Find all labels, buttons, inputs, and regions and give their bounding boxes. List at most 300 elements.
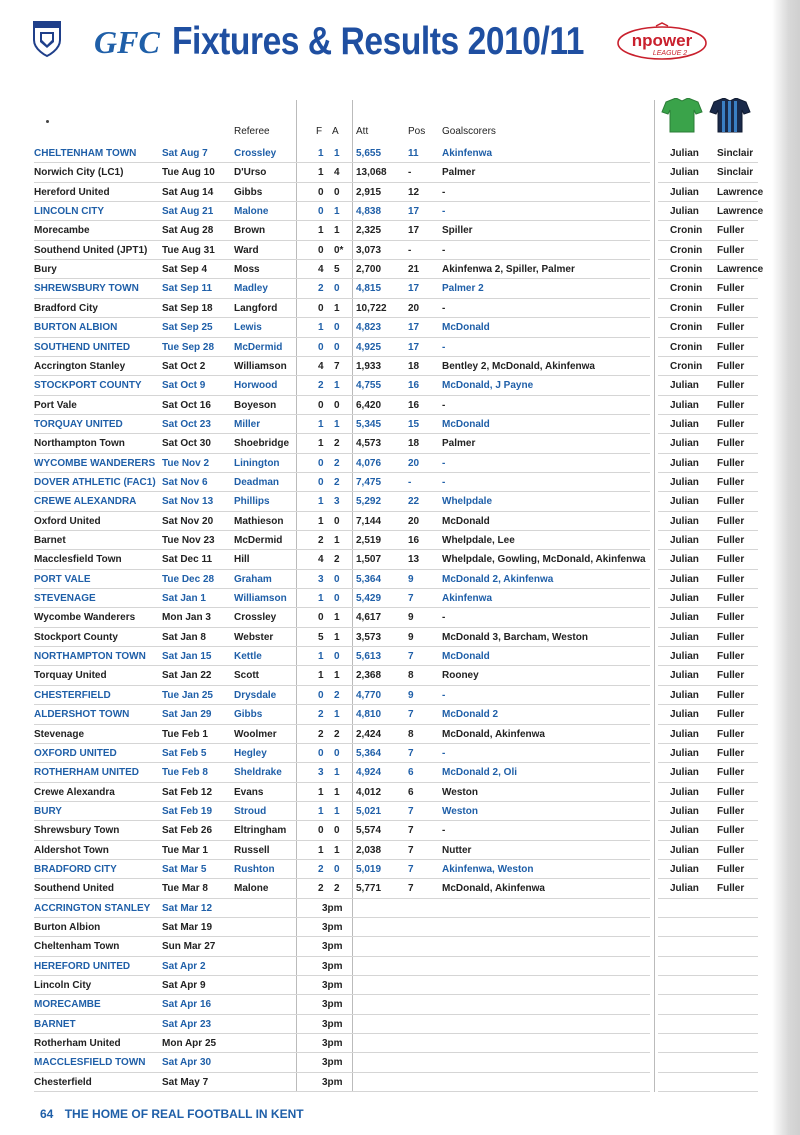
match-date: Sat Dec 11 — [162, 554, 213, 566]
opponent: ROTHERHAM UNITED — [34, 767, 139, 779]
goalscorers: McDonald — [442, 651, 490, 663]
opponent: OXFORD UNITED — [34, 747, 117, 759]
bullet-mark — [46, 120, 49, 123]
kit-sponsor-1: Julian — [670, 457, 699, 469]
referee: Hill — [234, 554, 250, 566]
result-row — [0, 357, 800, 376]
opponent: Bradford City — [34, 302, 98, 314]
goals-for: 3 — [318, 573, 324, 585]
kick-off-time: 3pm — [322, 922, 343, 933]
fixture-row — [0, 937, 800, 956]
opponent: Macclesfield Town — [34, 554, 122, 566]
goals-against: 0 — [334, 825, 340, 837]
goalscorers: Akinfenwa, Weston — [442, 863, 534, 875]
result-row — [0, 202, 800, 221]
goalscorers: Weston — [442, 805, 478, 817]
referee: Eltringham — [234, 825, 287, 837]
kit-sponsor-2: Lawrence — [717, 186, 764, 198]
goals-for: 2 — [318, 883, 324, 895]
match-date: Sat May 7 — [162, 1076, 209, 1088]
result-row — [0, 473, 800, 492]
goalscorers: McDonald, Akinfenwa — [442, 728, 545, 740]
kit-sponsor-2: Fuller — [717, 631, 745, 643]
goals-for: 1 — [318, 167, 324, 179]
league-position: 7 — [408, 593, 414, 605]
kit-sponsor-2: Fuller — [717, 747, 745, 759]
kit-sponsor-2: Fuller — [717, 651, 745, 663]
goals-against: 0 — [334, 322, 340, 334]
opponent: WYCOMBE WANDERERS — [34, 457, 156, 469]
goals-for: 0 — [318, 186, 324, 198]
league-position: 7 — [408, 747, 414, 759]
kit-sponsor-1: Julian — [670, 148, 699, 159]
referee: Scott — [234, 670, 259, 682]
match-date: Tue Feb 1 — [162, 728, 208, 740]
kit-sponsor-2: Fuller — [717, 612, 745, 624]
goals-against: 0 — [334, 863, 340, 875]
match-date: Tue Mar 8 — [162, 883, 208, 895]
attendance: 4,755 — [356, 380, 382, 392]
kit-sponsor-1: Julian — [670, 709, 699, 721]
goalscorers: McDonald — [442, 322, 490, 334]
kick-off-time: 3pm — [322, 1076, 343, 1088]
opponent: Oxford United — [34, 515, 101, 527]
kit-sponsor-2: Fuller — [717, 457, 745, 469]
goals-against: 1 — [334, 709, 340, 721]
kit-sponsor-2: Fuller — [717, 380, 745, 392]
opponent: CREWE ALEXANDRA — [34, 496, 137, 508]
opponent: Aldershot Town — [34, 844, 109, 856]
goals-against: 1 — [334, 225, 340, 237]
kit-sponsor-1: Julian — [670, 418, 699, 430]
match-date: Sat Apr 23 — [162, 1018, 212, 1030]
referee: Ward — [234, 244, 259, 256]
result-row — [0, 183, 800, 202]
match-date: Sat Oct 9 — [162, 380, 206, 392]
goals-for: 1 — [318, 418, 324, 430]
goalscorers: Akinfenwa — [442, 593, 493, 605]
result-row — [0, 550, 800, 569]
goalscorers: - — [442, 302, 446, 314]
attendance: 5,364 — [356, 573, 382, 585]
kick-off-time: 3pm — [322, 1018, 343, 1030]
result-row — [0, 492, 800, 511]
match-date: Sat Sep 11 — [162, 283, 213, 295]
kit-sponsor-2: Fuller — [717, 573, 745, 585]
attendance: 6,420 — [356, 399, 382, 411]
league-position: 18 — [408, 360, 420, 372]
attendance: 4,770 — [356, 689, 382, 701]
kit-sponsor-1: Julian — [670, 844, 699, 856]
kit-sponsor-2: Fuller — [717, 322, 745, 334]
attendance: 4,815 — [356, 283, 382, 295]
goals-for: 0 — [318, 689, 324, 701]
result-row — [0, 454, 800, 473]
match-date: Sat Oct 30 — [162, 438, 211, 450]
result-row — [0, 608, 800, 627]
goalscorers: McDonald 2, Akinfenwa — [442, 573, 554, 585]
league-position: - — [408, 167, 412, 179]
kit-sponsor-1: Julian — [670, 883, 699, 895]
league-position: 17 — [408, 341, 420, 353]
opponent: Barnet — [34, 535, 66, 546]
goalscorers: McDonald 2 — [442, 709, 499, 721]
result-row — [0, 860, 800, 879]
goalscorers: - — [442, 341, 446, 353]
kit-sponsor-2: Fuller — [717, 554, 745, 566]
kit-sponsor-2: Fuller — [717, 496, 745, 508]
col-att: Att — [356, 126, 369, 137]
kit-sponsor-2: Fuller — [717, 825, 745, 837]
match-date: Tue Sep 28 — [162, 341, 215, 353]
opponent: Stockport County — [34, 631, 118, 643]
opponent: Chesterfield — [34, 1076, 92, 1088]
kit-sponsor-2: Fuller — [717, 863, 745, 875]
goals-against: 0 — [334, 747, 340, 759]
goals-against: 0 — [334, 651, 340, 663]
goals-for: 0 — [318, 476, 324, 488]
goals-for: 1 — [318, 148, 324, 159]
opponent: Wycombe Wanderers — [34, 612, 136, 624]
match-date: Sat Feb 5 — [162, 747, 207, 759]
kit-sponsor-2: Fuller — [717, 844, 745, 856]
goals-against: 0 — [334, 593, 340, 605]
goals-for: 2 — [318, 535, 324, 546]
goals-for: 2 — [318, 709, 324, 721]
referee: Crossley — [234, 612, 277, 624]
opponent: HEREFORD UNITED — [34, 960, 131, 972]
goalscorers: - — [442, 747, 446, 759]
kit-sponsor-1: Julian — [670, 593, 699, 605]
kit-sponsor-1: Julian — [670, 167, 699, 179]
page-edge-shadow — [772, 0, 800, 1135]
goalscorers: Spiller — [442, 225, 473, 237]
kit-sponsor-2: Fuller — [717, 438, 745, 450]
kit-sponsor-1: Cronin — [670, 225, 703, 237]
attendance: 5,021 — [356, 805, 382, 817]
match-date: Sat Oct 16 — [162, 399, 211, 411]
league-position: 8 — [408, 670, 414, 682]
kit-shirts-icon — [660, 98, 756, 134]
league-position: 9 — [408, 631, 414, 643]
goals-against: 0 — [334, 186, 340, 198]
kit-sponsor-1: Julian — [670, 438, 699, 450]
match-date: Sat Sep 18 — [162, 302, 213, 314]
opponent: Port Vale — [34, 399, 77, 411]
goalscorers: Whelpdale, Gowling, McDonald, Akinfenwa — [442, 554, 646, 566]
goals-against: 2 — [334, 689, 340, 701]
goals-for: 2 — [318, 863, 324, 875]
referee: Drysdale — [234, 689, 277, 701]
result-row — [0, 744, 800, 763]
attendance: 2,038 — [356, 844, 382, 856]
page-header — [0, 0, 800, 90]
opponent: Southend United — [34, 883, 114, 895]
result-row — [0, 163, 800, 182]
opponent: Lincoln City — [34, 980, 92, 992]
opponent: Southend United (JPT1) — [34, 244, 148, 256]
goals-for: 0 — [318, 341, 324, 353]
goalscorers: Palmer 2 — [442, 283, 484, 295]
referee: Sheldrake — [234, 767, 282, 779]
match-date: Sat Oct 2 — [162, 360, 206, 372]
kit-sponsor-1: Julian — [670, 399, 699, 411]
opponent: Torquay United — [34, 670, 107, 682]
goals-for: 1 — [318, 496, 324, 508]
kit-sponsor-1: Julian — [670, 515, 699, 527]
opponent: Burton Albion — [34, 922, 101, 933]
fixture-row — [0, 1073, 800, 1092]
kit-sponsor-2: Fuller — [717, 515, 745, 527]
gfc-logo-icon — [92, 20, 162, 62]
kit-sponsor-2: Sinclair — [717, 167, 754, 179]
goals-for: 0 — [318, 399, 324, 411]
opponent: ACCRINGTON STANLEY — [34, 902, 151, 914]
match-date: Sat Feb 12 — [162, 786, 213, 798]
goals-for: 0 — [318, 747, 324, 759]
goals-against: 4 — [334, 167, 340, 179]
match-date: Sat Apr 16 — [162, 999, 212, 1011]
kit-sponsor-1: Julian — [670, 786, 699, 798]
kit-sponsor-1: Julian — [670, 380, 699, 392]
goals-against: 0 — [334, 283, 340, 295]
goals-for: 2 — [318, 283, 324, 295]
kit-sponsor-2: Fuller — [717, 728, 745, 740]
outfield-shirt-icon — [710, 98, 750, 132]
result-row — [0, 318, 800, 337]
goalscorers: - — [442, 206, 446, 218]
kit-sponsor-1: Julian — [670, 186, 699, 198]
kit-sponsor-1: Julian — [670, 651, 699, 663]
match-date: Sat Jan 8 — [162, 631, 206, 643]
opponent: Bury — [34, 264, 57, 276]
attendance: 5,574 — [356, 825, 382, 837]
attendance: 5,019 — [356, 863, 382, 875]
match-date: Sat Feb 19 — [162, 805, 213, 817]
result-row — [0, 666, 800, 685]
result-row — [0, 221, 800, 240]
opponent: LINCOLN CITY — [34, 206, 104, 218]
referee: McDermid — [234, 341, 283, 353]
fixture-row — [0, 899, 800, 918]
goals-against: 2 — [334, 554, 340, 566]
referee: Gibbs — [234, 186, 263, 198]
match-date: Tue Nov 23 — [162, 535, 215, 546]
goals-against: 1 — [334, 148, 340, 159]
match-date: Mon Apr 25 — [162, 1038, 217, 1050]
referee: Williamson — [234, 593, 287, 605]
kick-off-time: 3pm — [322, 941, 343, 953]
league-position: 17 — [408, 283, 420, 295]
result-row — [0, 570, 800, 589]
match-date: Mon Jan 3 — [162, 612, 211, 624]
kit-sponsor-2: Lawrence — [717, 264, 764, 276]
goals-against: 1 — [334, 805, 340, 817]
league-position: 22 — [408, 496, 420, 508]
col-f: F — [316, 126, 323, 137]
attendance: 3,073 — [356, 244, 382, 256]
referee: Russell — [234, 844, 270, 856]
attendance: 2,368 — [356, 670, 382, 682]
goals-against: 1 — [334, 631, 340, 643]
league-position: 6 — [408, 767, 414, 779]
kit-sponsor-1: Julian — [670, 573, 699, 585]
league-position: 20 — [408, 457, 420, 469]
league-position: 16 — [408, 535, 420, 546]
league-position: 17 — [408, 225, 420, 237]
attendance: 4,012 — [356, 786, 382, 798]
goals-for: 4 — [318, 360, 324, 372]
league-position: 16 — [408, 399, 420, 411]
goalscorers: McDonald 3, Barcham, Weston — [442, 631, 588, 643]
goals-against: 1 — [334, 206, 340, 218]
kit-sponsor-1: Cronin — [670, 302, 703, 314]
attendance: 5,771 — [356, 883, 382, 895]
referee: Phillips — [234, 496, 270, 508]
result-row — [0, 802, 800, 821]
kick-off-time: 3pm — [322, 999, 343, 1011]
goalscorers: McDonald — [442, 418, 490, 430]
attendance: 5,655 — [356, 148, 382, 159]
page-footer — [40, 1107, 304, 1121]
kit-sponsor-1: Julian — [670, 728, 699, 740]
league-position: 7 — [408, 805, 414, 817]
match-date: Sat Aug 28 — [162, 225, 214, 237]
goals-for: 1 — [318, 805, 324, 817]
attendance: 4,810 — [356, 709, 382, 721]
result-row — [0, 686, 800, 705]
opponent: PORT VALE — [34, 573, 91, 585]
attendance: 5,429 — [356, 593, 382, 605]
kit-sponsor-2: Fuller — [717, 225, 745, 237]
league-position: 9 — [408, 612, 414, 624]
attendance: 5,292 — [356, 496, 382, 508]
match-date: Tue Aug 10 — [162, 167, 215, 179]
league-position: 17 — [408, 206, 420, 218]
goals-for: 1 — [318, 670, 324, 682]
kit-sponsor-2: Fuller — [717, 302, 745, 314]
fixture-row — [0, 976, 800, 995]
kit-sponsor-1: Cronin — [670, 360, 703, 372]
kit-sponsor-2: Sinclair — [717, 148, 754, 159]
goals-for: 2 — [318, 728, 324, 740]
kick-off-time: 3pm — [322, 1057, 343, 1069]
match-date: Sat Apr 30 — [162, 1057, 212, 1069]
result-row — [0, 783, 800, 802]
goals-for: 1 — [318, 593, 324, 605]
league-position: 16 — [408, 380, 420, 392]
kit-sponsor-1: Julian — [670, 612, 699, 624]
attendance: 1,507 — [356, 554, 382, 566]
goalscorers: Rooney — [442, 670, 479, 682]
goalscorers: - — [442, 457, 446, 469]
league-position: - — [408, 244, 412, 256]
goals-against: 5 — [334, 264, 340, 276]
goalscorers: Akinfenwa — [442, 148, 493, 159]
referee: Shoebridge — [234, 438, 290, 450]
opponent: NORTHAMPTON TOWN — [34, 651, 146, 663]
opponent: Norwich City (LC1) — [34, 167, 124, 179]
goalscorers: Akinfenwa 2, Spiller, Palmer — [442, 264, 575, 276]
opponent: Morecambe — [34, 225, 90, 237]
opponent: SOUTHEND UNITED — [34, 341, 131, 353]
league-position: 7 — [408, 651, 414, 663]
goals-against: 1 — [334, 844, 340, 856]
referee: Kettle — [234, 651, 262, 663]
match-date: Sat Jan 22 — [162, 670, 212, 682]
referee: Hegley — [234, 747, 267, 759]
kit-sponsor-1: Julian — [670, 767, 699, 779]
match-date: Tue Aug 31 — [162, 244, 215, 256]
kit-sponsor-2: Fuller — [717, 593, 745, 605]
opponent: DOVER ATHLETIC (FAC1) — [34, 476, 156, 488]
attendance: 5,345 — [356, 418, 382, 430]
kit-sponsor-1: Julian — [670, 631, 699, 643]
kit-sponsor-2: Fuller — [717, 535, 745, 546]
result-row — [0, 841, 800, 860]
col-goalscorers: Goalscorers — [442, 126, 496, 137]
attendance: 2,325 — [356, 225, 382, 237]
kit-sponsor-1: Cronin — [670, 264, 703, 276]
referee: Linington — [234, 457, 280, 469]
opponent: Northampton Town — [34, 438, 125, 450]
result-row — [0, 144, 800, 163]
col-a: A — [332, 126, 339, 137]
result-row — [0, 415, 800, 434]
goals-against: 1 — [334, 767, 340, 779]
goals-against: 0 — [334, 341, 340, 353]
goals-against: 0 — [334, 399, 340, 411]
opponent: BARNET — [34, 1018, 76, 1030]
referee: Miller — [234, 418, 261, 430]
result-row — [0, 434, 800, 453]
goals-against: 2 — [334, 438, 340, 450]
opponent: STEVENAGE — [34, 593, 96, 605]
attendance: 7,144 — [356, 515, 382, 527]
kit-sponsor-2: Fuller — [717, 341, 745, 353]
fixture-row — [0, 995, 800, 1014]
goals-against: 1 — [334, 786, 340, 798]
col-referee: Referee — [234, 126, 270, 137]
goalscorers: Whelpdale, Lee — [442, 535, 515, 546]
referee: Gibbs — [234, 709, 263, 721]
referee: Moss — [234, 264, 260, 276]
kick-off-time: 3pm — [322, 1038, 343, 1050]
attendance: 2,424 — [356, 728, 382, 740]
goalscorers: - — [442, 689, 446, 701]
attendance: 4,823 — [356, 322, 382, 334]
league-position: 21 — [408, 264, 420, 276]
goalkeeper-shirt-icon — [662, 98, 702, 132]
referee: Crossley — [234, 148, 277, 159]
kit-sponsor-2: Fuller — [717, 689, 745, 701]
match-date: Sat Jan 15 — [162, 651, 212, 663]
goals-for: 1 — [318, 515, 324, 527]
opponent: SHREWSBURY TOWN — [34, 283, 139, 295]
attendance: 1,933 — [356, 360, 382, 372]
goalscorers: - — [442, 612, 446, 624]
kick-off-time: 3pm — [322, 980, 343, 992]
opponent: Rotherham United — [34, 1038, 121, 1050]
goalscorers: McDonald, J Payne — [442, 380, 534, 392]
match-date: Sat Mar 5 — [162, 863, 207, 875]
goals-against: 1 — [334, 535, 340, 546]
league-position: 11 — [408, 148, 419, 159]
goalscorers: - — [442, 476, 446, 488]
goalscorers: McDonald 2, Oli — [442, 767, 518, 779]
league-position: 7 — [408, 844, 414, 856]
attendance: 2,519 — [356, 535, 382, 546]
